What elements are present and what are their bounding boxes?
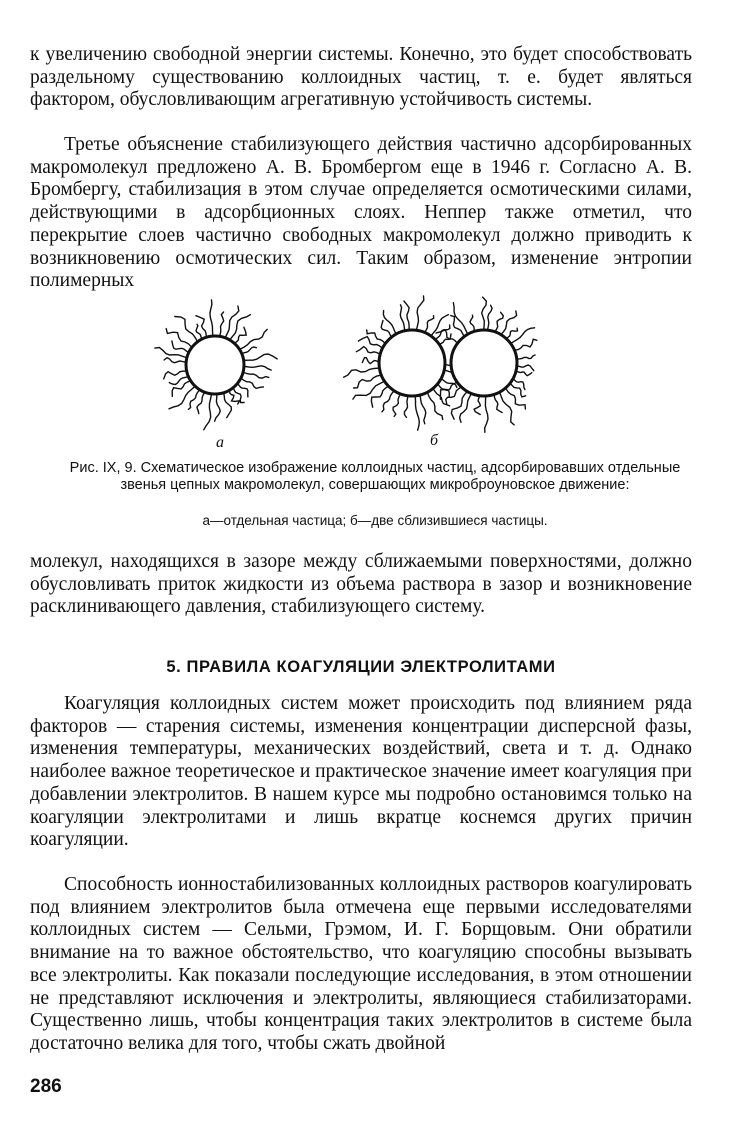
macromolecule-chain xyxy=(215,395,221,421)
paragraph-5: Способность ионностабилизованных коллоидных растворов коагулировать под влиянием электролитов была отмечена еще первыми исследователями коллоидных систем — Сельми, Грэмом, И. Г. Борщовым. Они обратили внимание на то важное обстоятельство, что коагуляцию способны вызывать все электролиты. Как показали последующие исследования, в этом отношении не представляют исключения и электролиты, являющиеся стабилизаторами. Существенно лишь, чтобы концентрация таких электролитов в системе была достаточно велика для того, чтобы сжать двойной xyxy=(30,874,692,1054)
particle-core xyxy=(379,330,445,396)
paragraph-4: Коагуляция коллоидных систем может происходить под влиянием ряда факторов — старения системы, изменения концентрации дисперсной фазы, изменения температуры, механических воздействий, света и т. д. Однако наиболее важное теоретическое и практическое значение имеет коагуляция при добавлении электролитов. В нашем курсе мы подробно остановимся только на коагуляции электролитами и лишь вкратце коснемся других причин коагуляции. xyxy=(30,693,692,851)
macromolecule-chain xyxy=(344,368,379,377)
macromolecule-chain xyxy=(470,315,474,330)
macromolecule-chain xyxy=(224,394,232,418)
figure-legend: а—отдельная частица; б—две сблизившиеся частицы. xyxy=(202,513,548,528)
approaching-particle-left-drawing xyxy=(344,296,466,430)
macromolecule-chain xyxy=(404,397,407,418)
macromolecule-chain xyxy=(404,301,409,329)
macromolecule-chain xyxy=(164,358,185,363)
macromolecule-chain xyxy=(382,392,394,412)
figure-label-a: а xyxy=(216,434,224,451)
macromolecule-chain xyxy=(506,389,525,409)
macromolecule-chain xyxy=(482,297,487,329)
macromolecule-chain xyxy=(453,303,467,334)
macromolecule-chain xyxy=(518,365,534,371)
macromolecule-chain xyxy=(210,300,213,335)
macromolecule-chain xyxy=(460,394,471,422)
macromolecule-chain xyxy=(512,328,535,343)
macromolecule-chain xyxy=(196,324,202,338)
macromolecule-chain xyxy=(393,395,400,417)
macromolecule-chain xyxy=(238,384,248,397)
particle-core xyxy=(186,336,244,394)
figure-caption: Рис. IX, 9. Схематическое изображение коллоидных частиц, адсорбировавших отдельные звенья цепных макромолекул, совершающих микроброуновское движение: xyxy=(69,460,681,493)
macromolecule-chain xyxy=(474,397,480,415)
figure-label-b: б xyxy=(430,432,439,449)
macromolecule-chain xyxy=(242,379,264,389)
macromolecule-chain xyxy=(243,347,257,353)
section-heading: 5. ПРАВИЛА КОАГУЛЯЦИИ ЭЛЕКТРОЛИТАМИ xyxy=(166,658,556,676)
macromolecule-chain xyxy=(204,395,212,430)
macromolecule-chain xyxy=(245,354,278,360)
macromolecule-chain xyxy=(197,393,204,414)
paragraph-1: к увеличению свободной энергии системы. Конечно, это будет способствовать раздельному существованию коллоидных частиц, т. е. будет являться фактором, обусловливающим агрегативную устойчивость системы. xyxy=(30,44,692,111)
macromolecule-chain xyxy=(226,306,239,337)
macromolecule-chain xyxy=(362,358,378,364)
page-number: 286 xyxy=(30,1076,62,1097)
macromolecule-chain xyxy=(420,396,426,424)
macromolecule-chain xyxy=(400,305,404,330)
macromolecule-chain xyxy=(245,366,271,370)
macromolecule-chain xyxy=(425,316,434,332)
macromolecule-chain xyxy=(485,397,488,432)
approaching-particle-right-drawing xyxy=(436,297,537,432)
macromolecule-chain xyxy=(371,387,387,408)
macromolecule-chain xyxy=(244,373,269,379)
paragraph-3: молекул, находящихся в зазоре между сближаемыми поверхностями, должно обусловливать приток жидкости из объема раствора в зазор и возникновение расклинивающего давления, стабилизующего систему. xyxy=(30,551,692,618)
macromolecule-chain xyxy=(415,397,419,430)
macromolecule-chain xyxy=(496,312,504,331)
macromolecule-chain xyxy=(518,355,535,359)
macromolecule-chain xyxy=(220,312,224,335)
macromolecule-chain xyxy=(240,329,267,349)
macromolecule-chain xyxy=(488,305,492,329)
macromolecule-chain xyxy=(507,328,518,338)
particle-core xyxy=(451,330,517,396)
macromolecule-chain xyxy=(517,371,532,375)
macromolecule-chain xyxy=(358,337,381,348)
single-particle-drawing xyxy=(155,300,277,430)
macromolecule-chain xyxy=(494,395,502,412)
macromolecule-chain xyxy=(500,393,514,425)
macromolecule-chain xyxy=(356,347,379,354)
paragraph-2: Третье объяснение стабилизующего действия частично адсорбированных макромолекул предложено А. В. Бромбергом еще в 1946 г. Согласно А. В. Бромбергу, стабилизация в этом случае определяется осмотическими силами, действующими в адсорбционных слоях. Неппер также отметил, что перекрытие слоев частично свободных макромолекул должно приводить к возникновению осмотических сил. Таким образом, изменение энтропии полимерных xyxy=(30,134,692,292)
macromolecule-chain xyxy=(417,296,424,329)
colloid-particles-figure xyxy=(120,285,620,455)
macromolecule-chain xyxy=(516,339,537,350)
